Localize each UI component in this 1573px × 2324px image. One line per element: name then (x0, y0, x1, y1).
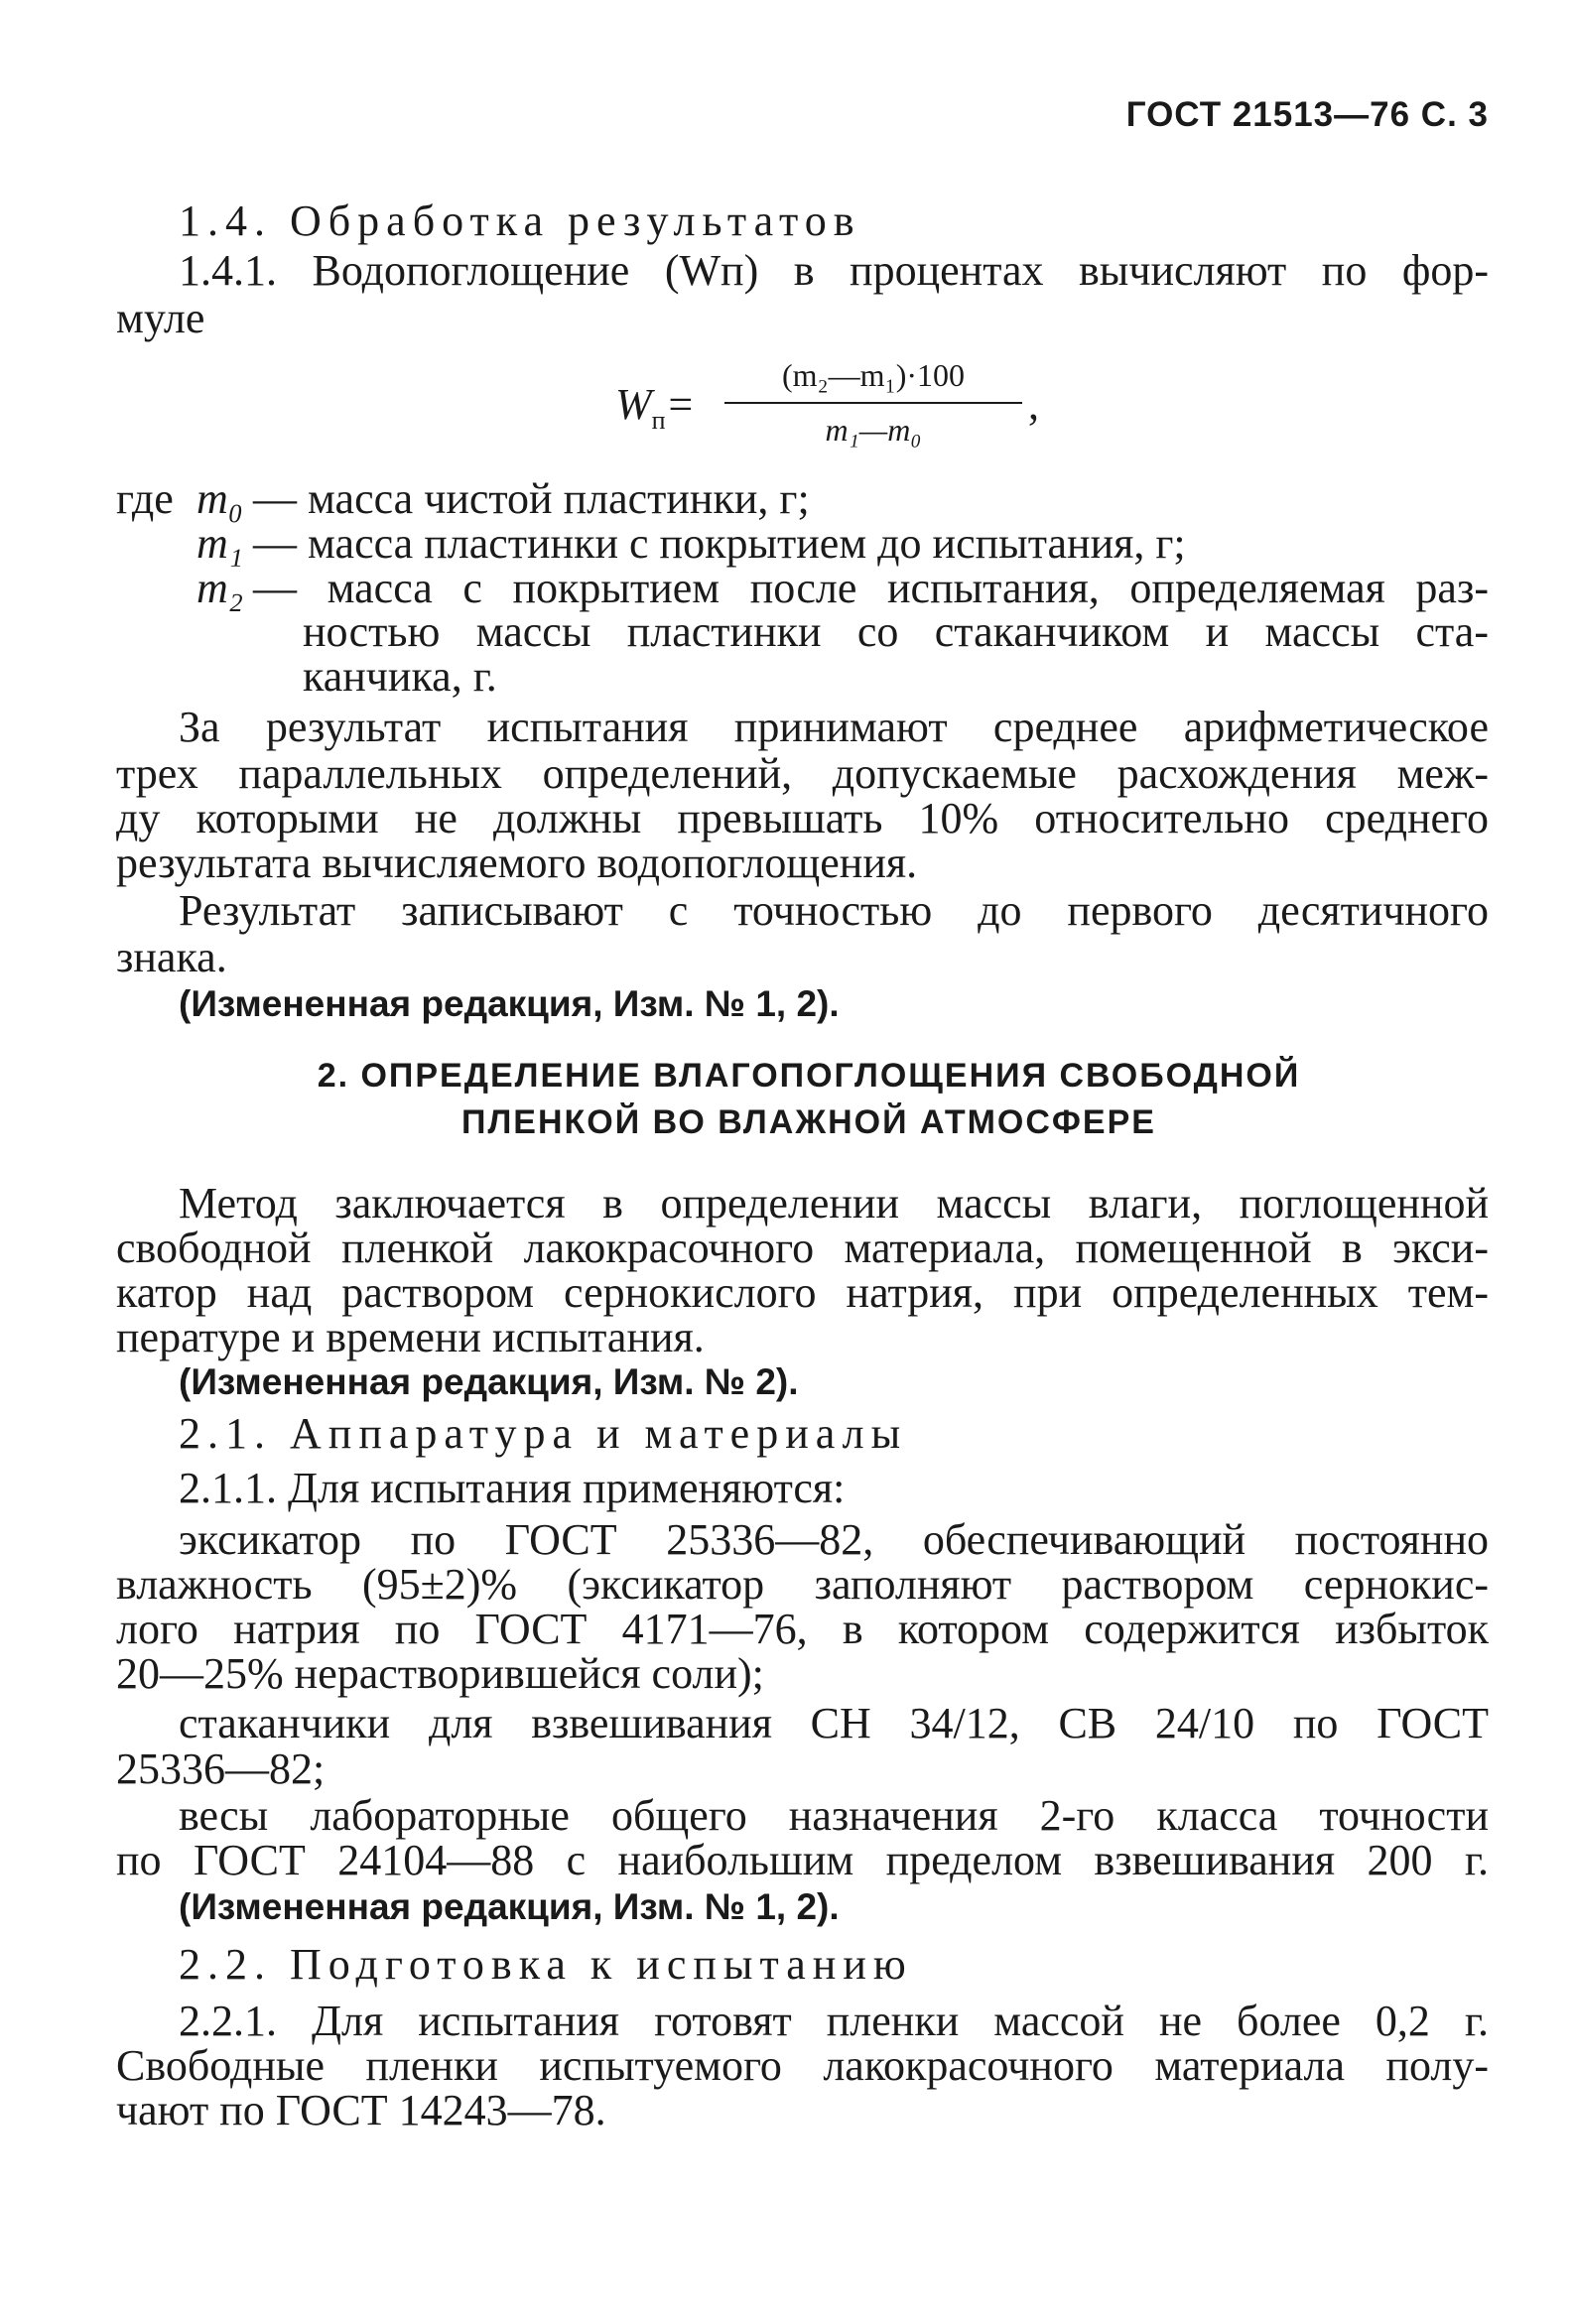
where-label: где (116, 474, 174, 523)
paragraph-line: 2.2.1. Для испытания готовят пленки массой не более 0,2 г. (179, 1997, 1489, 2045)
paragraph-line: знака. (116, 933, 227, 981)
list-item-line: 20—25% нерастворившейся соли); (116, 1649, 764, 1698)
formula-comma: , (1028, 380, 1039, 429)
paragraph-line: катор над раствором сернокислого натрия, при определенных тем- (116, 1268, 1489, 1317)
amendment-note: (Измененная редакция, Изм. № 1, 2). (179, 1886, 840, 1927)
formula-denominator: m₁—m₀ (825, 412, 922, 448)
list-item-line: весы лабораторные общего назначения 2-го класса точности (179, 1791, 1489, 1840)
list-item-line: по ГОСТ 24104—88 с наибольшим пределом взвешивания 200 г. (116, 1836, 1489, 1884)
paragraph-line: трех параллельных определений, допускаемые расхождения меж- (116, 749, 1489, 798)
list-item-line: стаканчики для взвешивания СН 34/12, СВ 24/10 по ГОСТ (179, 1699, 1489, 1747)
paragraph-line: результата вычисляемого водопоглощения. (116, 839, 918, 887)
paragraph-line: Результат записывают с точностью до первого десятичного (179, 886, 1489, 935)
definition-line: — масса с покрытием после испытания, определяемая раз- (253, 564, 1489, 612)
paragraph-line: Метод заключается в определении массы влаги, поглощенной (179, 1179, 1489, 1227)
definition-line: ностью массы пластинки со стаканчиком и массы ста- (303, 607, 1489, 656)
amendment-note: (Измененная редакция, Изм. № 2). (179, 1361, 799, 1402)
paragraph-line: 2.1.1. Для испытания применяются: (179, 1464, 846, 1512)
symbol-m1: m₁ (197, 519, 244, 568)
list-item-line: влажность (95±2)% (эксикатор заполняют раствором сернокис- (116, 1560, 1489, 1609)
formula-lhs: $W_п=$ (615, 380, 696, 435)
list-item-line: эксикатор по ГОСТ 25336—82, обеспечивающий постоянно (179, 1515, 1489, 1564)
list-item-line: лого натрия по ГОСТ 4171—76, в котором содержится избыток (116, 1605, 1489, 1653)
paragraph-line: ду которыми не должны превышать 10% относительно среднего (116, 794, 1489, 842)
running-head: ГОСТ 21513—76 С. 3 (1125, 95, 1489, 134)
definition-line: — масса чистой пластинки, г; (253, 474, 810, 523)
list-item-line: 25336—82; (116, 1744, 326, 1793)
paragraph-line: чают по ГОСТ 14243—78. (116, 2086, 606, 2134)
symbol-m0: m₀ (197, 474, 244, 523)
fraction-bar (724, 402, 1022, 404)
symbol-m2: m₂ (197, 564, 244, 612)
amendment-note: (Измененная редакция, Изм. № 1, 2). (179, 983, 840, 1024)
formula-water-absorption (586, 357, 1052, 466)
paragraph-line: Свободные пленки испытуемого лакокрасочного материала полу- (116, 2041, 1489, 2090)
section-heading: 2. ОПРЕДЕЛЕНИЕ ВЛАГОПОГЛОЩЕНИЯ СВОБОДНОЙ (317, 1057, 1301, 1095)
paragraph-line: 1.4.1. Водопоглощение (Wп) в процентах вычисляют по фор- (179, 246, 1489, 295)
paragraph-line: пературе и времени испытания. (116, 1313, 705, 1361)
paragraph-line: свободной пленкой лакокрасочного материала, помещенной в экси- (116, 1224, 1489, 1272)
section-title-2-1: 2.1. Аппаратура и материалы (179, 1409, 908, 1458)
formula-numerator: (m₂—m₁)·100 (781, 357, 966, 393)
section-title-2-2: 2.2. Подготовка к испытанию (179, 1940, 913, 1989)
paragraph-line: За результат испытания принимают среднее арифметическое (179, 703, 1489, 751)
section-heading: ПЛЕНКОЙ ВО ВЛАЖНОЙ АТМОСФЕРЕ (461, 1103, 1156, 1141)
definition-line: — масса пластинки с покрытием до испытания, г; (253, 519, 1186, 568)
definition-line: канчика, г. (303, 652, 497, 701)
section-title-1-4: 1.4. Обработка результатов (179, 196, 861, 245)
paragraph-line: муле (116, 294, 205, 342)
